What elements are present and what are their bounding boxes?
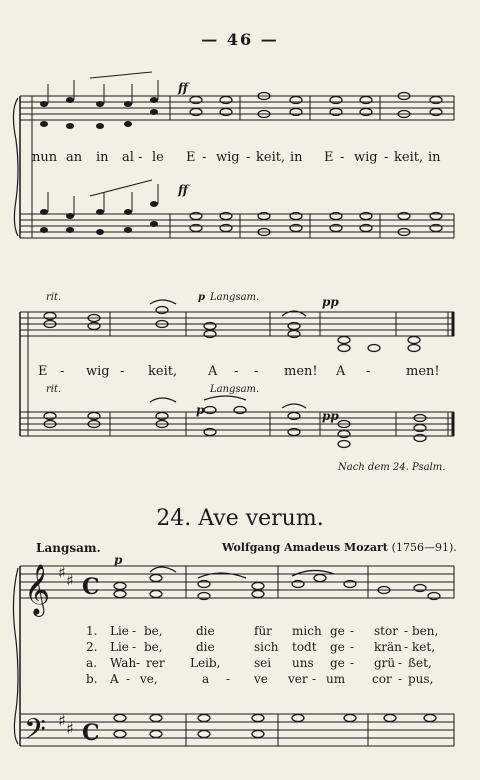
dynamic-p-hymn: p <box>114 553 123 567</box>
composer-name: Wolfgang Amadeus Mozart <box>222 541 388 554</box>
rit-upper: rit. <box>46 292 62 303</box>
rit-lower: rit. <box>46 384 62 395</box>
composer-years: (1756—91). <box>391 541 457 554</box>
verse-line: b. A - ve, a - ve ver - um cor - pus, <box>86 672 434 686</box>
dynamic-p-lower: p <box>196 403 205 417</box>
langsam-upper: Langsam. <box>210 292 260 303</box>
source-note: Nach dem 24. Psalm. <box>338 462 446 473</box>
page-number: — 46 — <box>201 30 279 49</box>
verses <box>86 624 466 688</box>
staff-s2-lower <box>20 412 454 436</box>
bass-clef-icon: 𝄢 <box>24 713 46 753</box>
sharp-icon: ♯ <box>58 563 66 582</box>
staff-s2-upper <box>20 312 454 336</box>
sharp-icon: ♯ <box>58 711 66 730</box>
verse-line: a. Wah - rer Leib, sei uns ge - grü - ßet, <box>86 656 432 670</box>
langsam-lower: Langsam. <box>210 384 260 395</box>
composer <box>222 541 457 554</box>
verse-line: 2. Lie - be, die sich todt ge - krän - ket, <box>86 640 436 654</box>
staff-s1-lower <box>20 214 454 238</box>
pp-upper: pp <box>322 295 339 309</box>
common-time-icon: C <box>82 574 100 600</box>
verse-line: 1. Lie - be, die für mich ge - stor - ben, <box>86 624 439 638</box>
common-time-icon: C <box>82 720 100 746</box>
sharp-icon: ♯ <box>66 571 74 590</box>
pp-lower: pp <box>322 409 339 423</box>
staff-s1-upper <box>20 96 454 120</box>
treble-clef-icon: 𝄞 <box>24 564 51 615</box>
sharp-icon: ♯ <box>66 719 74 738</box>
dynamic-ff-upper: ff <box>178 81 188 95</box>
hymn-title: 24. Ave verum. <box>156 506 324 531</box>
tempo-marking: Langsam. <box>36 541 101 555</box>
dynamic-p-upper: p <box>198 292 205 303</box>
dynamic-ff-lower: ff <box>178 183 188 197</box>
